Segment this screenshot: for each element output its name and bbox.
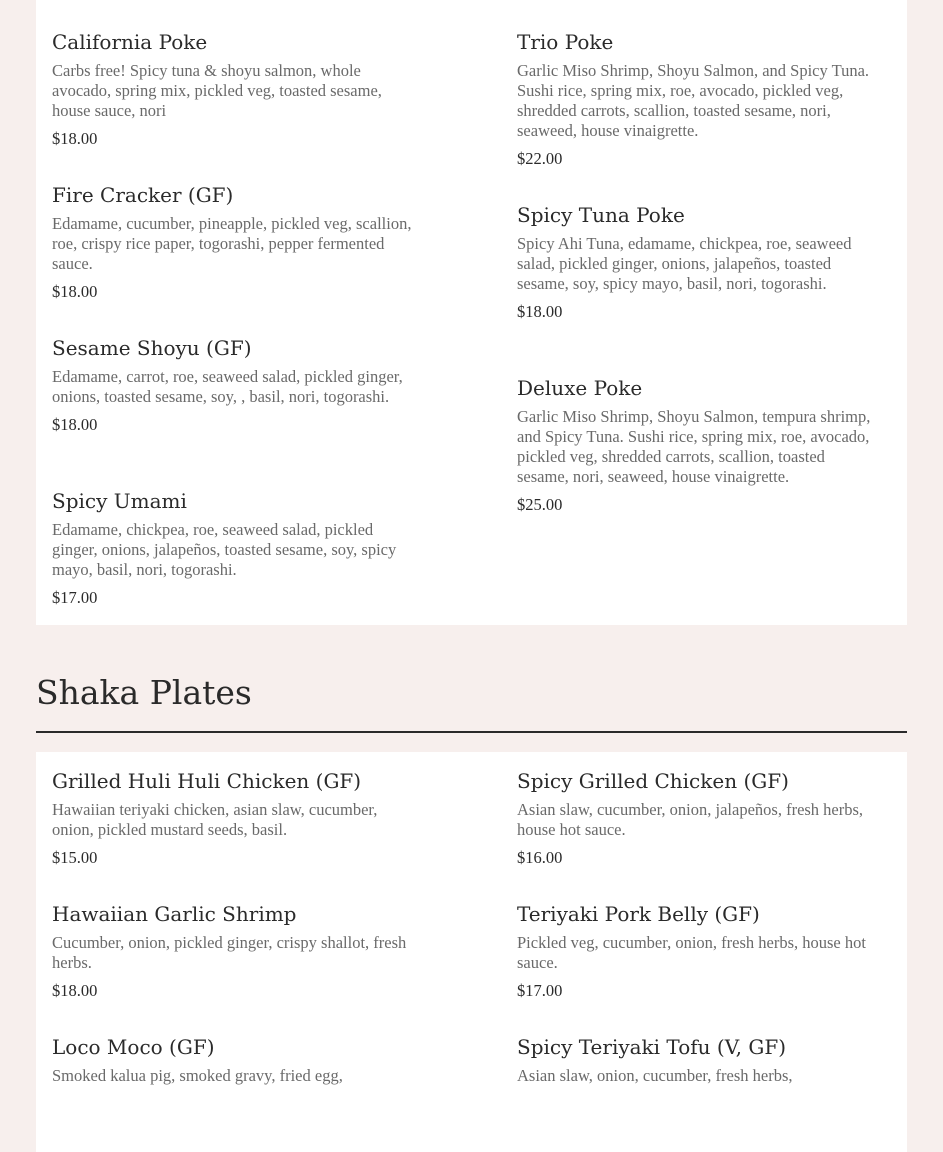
menu-item-price: $18.00 [52, 282, 98, 301]
menu-item-spicy-tuna-poke[interactable] [517, 203, 877, 322]
menu-item-price: $18.00 [52, 129, 98, 148]
menu-item-name: California Poke [52, 30, 208, 54]
menu-item-price: $22.00 [517, 149, 563, 168]
menu-item-name: Spicy Umami [52, 489, 187, 513]
poke-menu-panel [36, 0, 907, 625]
menu-item-name: Grilled Huli Huli Chicken (GF) [52, 769, 362, 793]
menu-item-description: Cucumber, onion, pickled ginger, crispy shallot, fresh herbs. [52, 933, 407, 972]
section-divider [36, 731, 907, 733]
menu-item-spicy-umami[interactable] [52, 489, 412, 608]
menu-item-price: $18.00 [52, 415, 98, 434]
menu-item-california-poke[interactable] [52, 30, 412, 149]
menu-item-price: $17.00 [517, 981, 563, 1000]
menu-item-fire-cracker[interactable] [52, 183, 412, 302]
menu-item-huli-huli-chicken[interactable] [52, 769, 412, 868]
menu-item-name: Loco Moco (GF) [52, 1035, 215, 1059]
menu-item-price: $18.00 [52, 981, 98, 1000]
menu-item-description: Asian slaw, cucumber, onion, jalapeños, fresh herbs, house hot sauce. [517, 800, 864, 839]
menu-item-name: Deluxe Poke [517, 376, 643, 400]
menu-item-hawaiian-garlic-shrimp[interactable] [52, 902, 412, 1001]
menu-item-description: Pickled veg, cucumber, onion, fresh herbs, house hot sauce. [517, 933, 866, 972]
menu-item-description: Edamame, cucumber, pineapple, pickled veg, scallion, roe, crispy rice paper, togorashi, pepper fermented sauce. [52, 214, 412, 273]
menu-item-description: Edamame, chickpea, roe, seaweed salad, pickled ginger, onions, jalapeños, toasted sesame, soy, spicy mayo, basil, nori, togorashi. [52, 520, 397, 579]
menu-item-name: Hawaiian Garlic Shrimp [52, 902, 297, 926]
menu-item-price: $15.00 [52, 848, 98, 867]
menu-item-price: $25.00 [517, 495, 563, 514]
menu-item-name: Sesame Shoyu (GF) [52, 336, 252, 360]
menu-item-name: Trio Poke [517, 30, 614, 54]
menu-item-name: Spicy Tuna Poke [517, 203, 685, 227]
menu-item-teriyaki-pork-belly[interactable] [517, 902, 877, 1001]
menu-item-trio-poke[interactable] [517, 30, 877, 169]
menu-item-description: Garlic Miso Shrimp, Shoyu Salmon, tempura shrimp, and Spicy Tuna. Sushi rice, spring mix, roe, avocado, pickled veg, shredded carrots, scallion, toasted sesame, nori, seaweed, house vinaigrette. [517, 407, 871, 486]
menu-item-name: Teriyaki Pork Belly (GF) [517, 902, 760, 926]
shaka-plates-panel [36, 752, 907, 1152]
menu-item-description: Hawaiian teriyaki chicken, asian slaw, cucumber, onion, pickled mustard seeds, basil. [52, 800, 378, 839]
menu-item-sesame-shoyu[interactable] [52, 336, 412, 435]
menu-item-spicy-grilled-chicken[interactable] [517, 769, 877, 868]
menu-item-description: Smoked kalua pig, smoked gravy, fried egg, [52, 1066, 343, 1085]
menu-item-name: Spicy Grilled Chicken (GF) [517, 769, 789, 793]
menu-item-description: Asian slaw, onion, cucumber, fresh herbs, [517, 1066, 793, 1085]
menu-item-description: Carbs free! Spicy tuna & shoyu salmon, whole avocado, spring mix, pickled veg, toasted sesame, house sauce, nori [52, 61, 382, 120]
menu-item-description: Garlic Miso Shrimp, Shoyu Salmon, and Spicy Tuna. Sushi rice, spring mix, roe, avocado, pickled veg, shredded carrots, scallion, toasted sesame, nori, seaweed, house vinaigrette. [517, 61, 870, 140]
menu-item-deluxe-poke[interactable] [517, 376, 877, 515]
menu-item-price: $17.00 [52, 588, 98, 607]
section-title-shaka-plates: Shaka Plates [36, 673, 252, 712]
menu-item-name: Spicy Teriyaki Tofu (V, GF) [517, 1035, 787, 1059]
menu-item-description: Spicy Ahi Tuna, edamame, chickpea, roe, seaweed salad, pickled ginger, onions, jalapeños, toasted sesame, soy, spicy mayo, basil, nori, togorashi. [517, 234, 852, 293]
menu-item-description: Edamame, carrot, roe, seaweed salad, pickled ginger, onions, toasted sesame, soy, , basil, nori, togorashi. [52, 367, 403, 406]
menu-item-loco-moco[interactable] [52, 1035, 412, 1086]
menu-item-spicy-teriyaki-tofu[interactable] [517, 1035, 877, 1086]
menu-item-price: $16.00 [517, 848, 563, 867]
menu-item-price: $18.00 [517, 302, 563, 321]
menu-item-name: Fire Cracker (GF) [52, 183, 234, 207]
